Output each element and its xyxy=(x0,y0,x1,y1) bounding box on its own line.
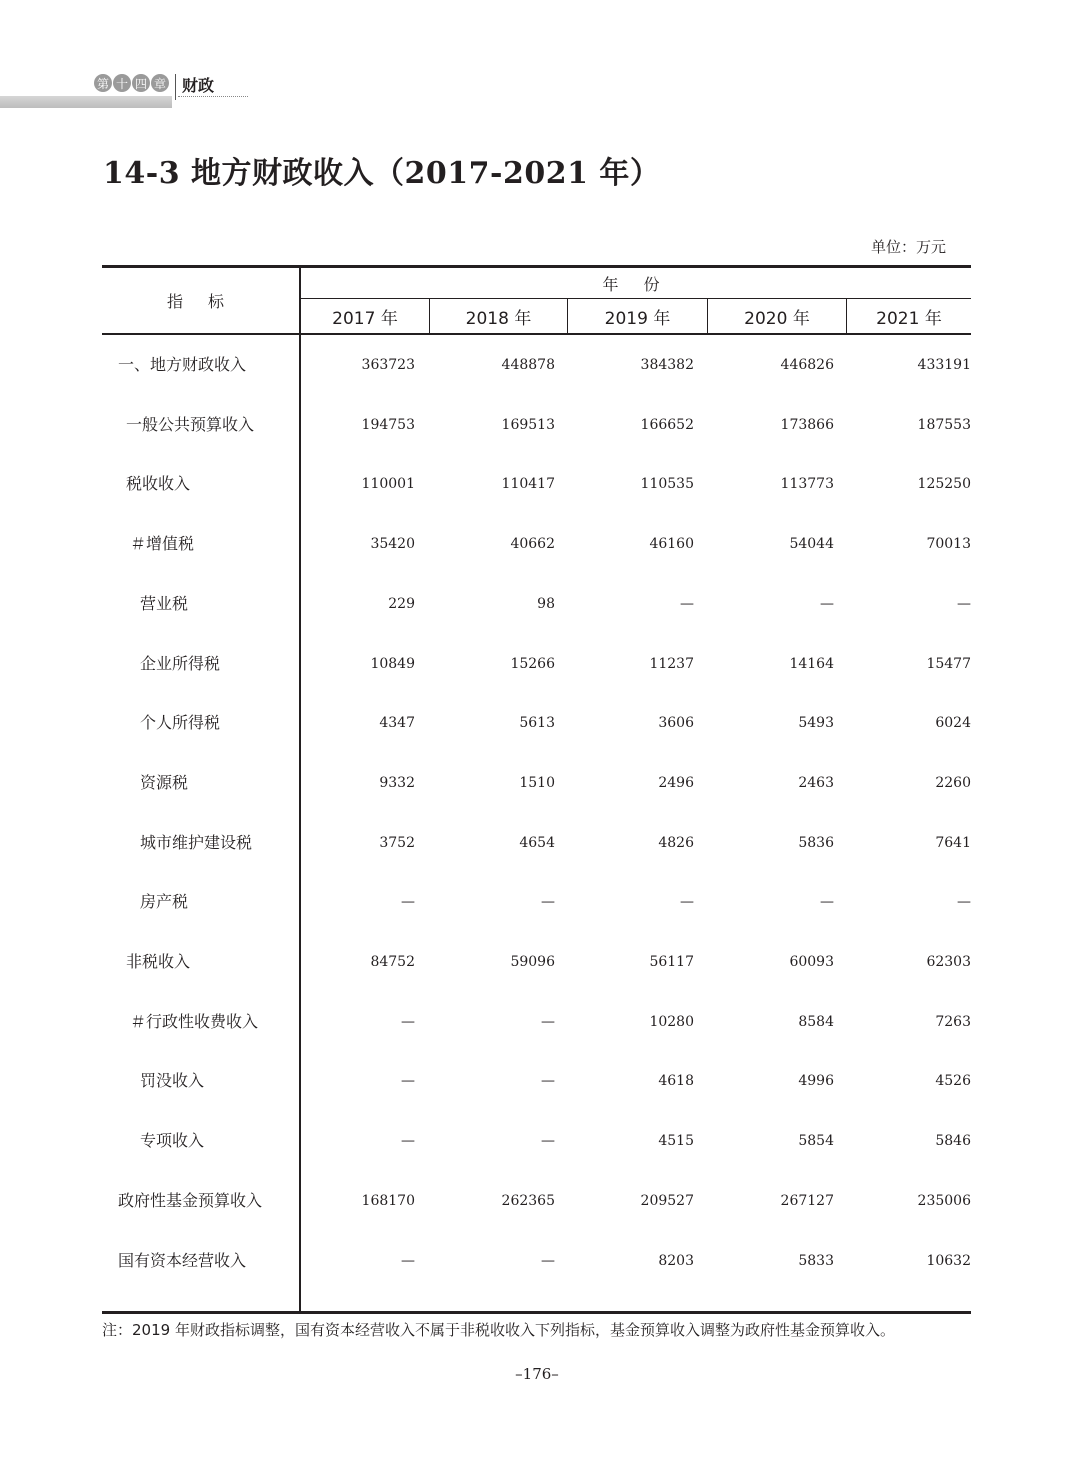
row-value: — xyxy=(541,894,555,911)
row-value: 166652 xyxy=(640,416,694,433)
row-label: 国有资本经营收入 xyxy=(118,1250,247,1270)
row-value: 3606 xyxy=(658,715,694,732)
row-value: 84752 xyxy=(370,954,415,970)
row-value: 267127 xyxy=(780,1192,834,1209)
table-row xyxy=(102,589,971,619)
table-row xyxy=(102,887,971,917)
chapter-name: 财政 xyxy=(182,76,215,95)
table-row xyxy=(102,828,971,858)
row-value: 262365 xyxy=(501,1192,555,1209)
row-value: 5846 xyxy=(935,1133,971,1150)
year-header-rule xyxy=(300,298,971,299)
row-label: ＃行政性收费收入 xyxy=(130,1011,259,1031)
row-value: 10849 xyxy=(370,655,415,672)
chapter-header-bar xyxy=(0,96,172,108)
row-value: — xyxy=(401,1133,415,1150)
row-value: 11237 xyxy=(649,655,694,672)
row-value: 187553 xyxy=(917,416,971,433)
table-row xyxy=(102,469,971,499)
row-value: — xyxy=(401,1073,415,1090)
row-value: 384382 xyxy=(640,357,694,373)
row-value: 5854 xyxy=(798,1133,834,1150)
chapter-number xyxy=(94,74,169,92)
row-value: 110535 xyxy=(640,476,694,493)
chapter-separator xyxy=(175,74,176,100)
row-value: 40662 xyxy=(510,536,555,553)
table-row xyxy=(102,1066,971,1096)
chapter-char: 四 xyxy=(132,74,150,92)
row-value: — xyxy=(680,894,694,911)
row-value: 5613 xyxy=(519,715,555,732)
row-value: — xyxy=(401,1013,415,1030)
row-label: 城市维护建设税 xyxy=(140,832,253,852)
row-value: 168170 xyxy=(361,1192,415,1209)
unit-label: 单位：万元 xyxy=(870,238,946,256)
row-value: 4526 xyxy=(935,1073,971,1090)
row-value: 5833 xyxy=(798,1252,834,1269)
row-value: 446826 xyxy=(780,357,834,373)
chapter-char: 第 xyxy=(94,74,112,92)
row-value: 4347 xyxy=(379,715,415,732)
row-label: 企业所得税 xyxy=(140,653,221,673)
table-row xyxy=(102,768,971,798)
row-value: 125250 xyxy=(917,476,971,493)
row-value: 62303 xyxy=(926,954,971,970)
row-value: 2496 xyxy=(658,774,694,791)
row-value: — xyxy=(957,595,971,612)
row-label: 税收收入 xyxy=(126,474,191,494)
row-value: 433191 xyxy=(917,357,971,373)
row-value: — xyxy=(541,1013,555,1030)
row-value: 56117 xyxy=(649,954,694,970)
row-value: 9332 xyxy=(379,774,415,791)
row-value: — xyxy=(541,1133,555,1150)
row-label: 房产税 xyxy=(140,892,189,912)
table-row xyxy=(102,410,971,440)
table-row xyxy=(102,947,971,977)
year-group-header: 年 份 xyxy=(602,274,670,294)
row-label: 非税收入 xyxy=(126,952,191,971)
row-value: — xyxy=(401,894,415,911)
table-row xyxy=(102,649,971,679)
row-value: 4618 xyxy=(658,1073,694,1090)
row-label: 资源税 xyxy=(140,772,189,792)
row-label: 个人所得税 xyxy=(140,713,221,733)
row-value: 194753 xyxy=(361,416,415,433)
row-value: 110417 xyxy=(501,476,555,493)
row-value: 4654 xyxy=(519,834,555,851)
row-value: 59096 xyxy=(510,954,555,970)
table-row xyxy=(102,1186,971,1216)
row-label: 一、地方财政收入 xyxy=(118,355,247,374)
row-value: 14164 xyxy=(789,655,834,672)
year-header-2020: 2020 年 xyxy=(744,309,810,329)
page-title: 14-3 地方财政收入（2017-2021 年） xyxy=(103,156,661,191)
row-value: 10280 xyxy=(649,1013,694,1030)
year-header-2018: 2018 年 xyxy=(465,309,532,329)
row-value: 113773 xyxy=(780,476,834,493)
row-value: 4515 xyxy=(658,1133,694,1150)
indicator-header: 指 标 xyxy=(166,291,235,311)
row-value: 110001 xyxy=(361,476,415,493)
row-value: 363723 xyxy=(361,357,415,373)
row-value: 4996 xyxy=(798,1073,834,1090)
row-value: 235006 xyxy=(917,1192,971,1209)
row-value: 8584 xyxy=(798,1013,834,1030)
row-value: 10632 xyxy=(926,1252,971,1269)
table-bottom-rule xyxy=(102,1311,971,1314)
row-value: 7263 xyxy=(935,1013,971,1030)
row-value: 98 xyxy=(537,595,555,612)
row-label: 一般公共预算收入 xyxy=(126,414,255,434)
page-number: –176– xyxy=(515,1365,559,1383)
chapter-dotted-rule xyxy=(178,96,248,97)
year-header-2021: 2021 年 xyxy=(876,309,942,329)
header-bottom-rule xyxy=(102,333,971,335)
row-value: 209527 xyxy=(640,1192,694,1209)
row-value: — xyxy=(401,1252,415,1269)
row-value: — xyxy=(541,1252,555,1269)
row-value: 8203 xyxy=(658,1252,694,1269)
row-value: — xyxy=(957,894,971,911)
row-value: 54044 xyxy=(789,536,834,553)
row-value: 5493 xyxy=(798,715,834,732)
row-value: 15477 xyxy=(926,655,971,672)
row-value: — xyxy=(680,595,694,612)
table-row xyxy=(102,1126,971,1156)
row-value: 173866 xyxy=(780,416,834,433)
row-label: ＃增值税 xyxy=(130,534,195,554)
row-value: — xyxy=(820,894,834,911)
row-value: 5836 xyxy=(798,834,834,851)
row-value: 7641 xyxy=(935,834,971,851)
row-label: 罚没收入 xyxy=(140,1071,205,1091)
table-note: 注：2019 年财政指标调整，国有资本经营收入不属于非税收收入下列指标，基金预算收入调整为政府性基金预算收入。 xyxy=(102,1321,895,1339)
row-value: 169513 xyxy=(501,416,555,433)
row-value: 46160 xyxy=(649,536,694,553)
row-value: 4826 xyxy=(658,834,694,851)
table-row xyxy=(102,708,971,738)
chapter-char: 章 xyxy=(151,74,169,92)
year-header-2017: 2017 年 xyxy=(332,309,398,329)
row-value: 2260 xyxy=(935,774,971,791)
row-value: 15266 xyxy=(510,655,555,672)
row-value: 6024 xyxy=(935,715,971,732)
table-row xyxy=(102,529,971,559)
row-value: 60093 xyxy=(789,954,834,970)
chapter-char: 十 xyxy=(113,74,131,92)
row-value: — xyxy=(541,1073,555,1090)
row-value: 2463 xyxy=(798,774,834,791)
row-label: 专项收入 xyxy=(140,1131,205,1151)
row-value: 229 xyxy=(388,595,415,612)
table-row xyxy=(102,350,971,380)
year-header-2019: 2019 年 xyxy=(604,309,671,329)
row-value: 3752 xyxy=(379,834,415,851)
row-value: 35420 xyxy=(370,536,415,553)
row-value: — xyxy=(820,595,834,612)
table-row xyxy=(102,1007,971,1037)
row-value: 1510 xyxy=(519,774,555,791)
row-value: 70013 xyxy=(926,536,971,553)
row-value: 448878 xyxy=(501,357,555,373)
row-label: 政府性基金预算收入 xyxy=(118,1190,263,1210)
table-row xyxy=(102,1246,971,1276)
row-label: 营业税 xyxy=(140,593,189,613)
